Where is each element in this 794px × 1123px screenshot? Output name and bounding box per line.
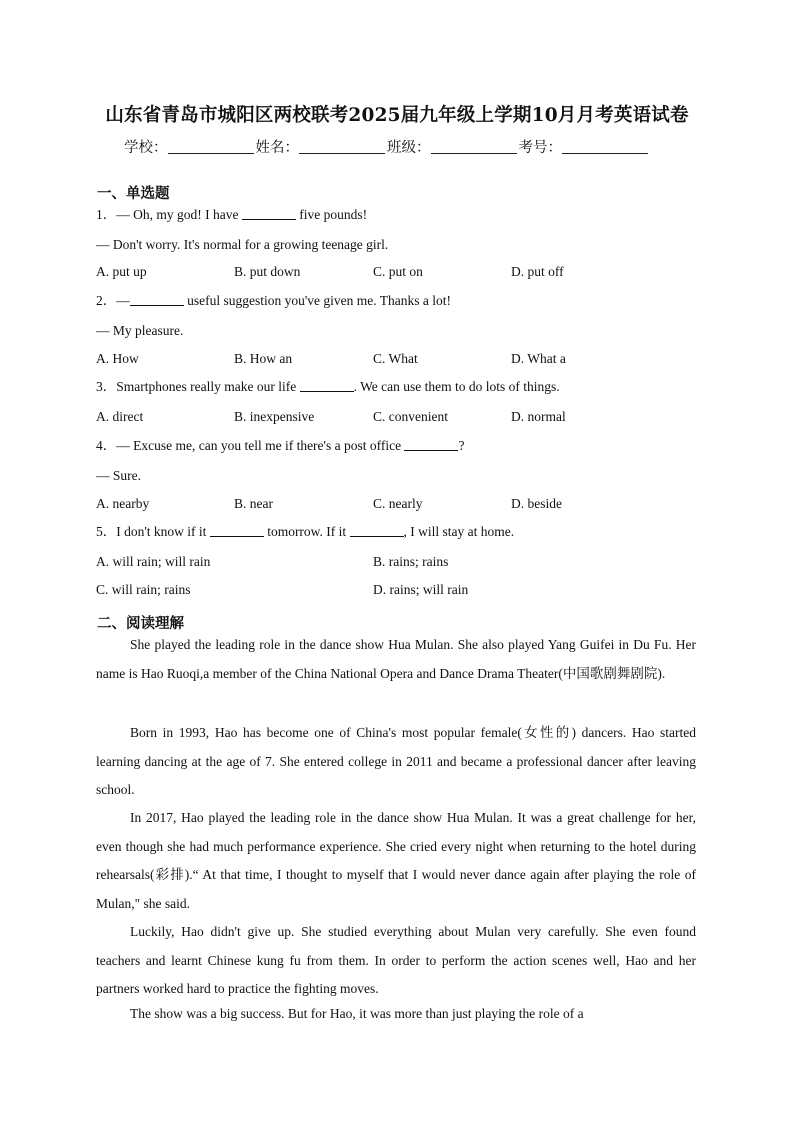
- q5-option-a[interactable]: A. will rain; will rain: [96, 554, 211, 569]
- page-title: 山东省青岛市城阳区两校联考2025届九年级上学期10月月考英语试卷: [105, 105, 689, 126]
- q4-line1: [96, 438, 464, 454]
- q5-text-a: 5．I don't know if it: [96, 524, 210, 539]
- class-label: 班级：: [387, 140, 431, 156]
- q2-option-d[interactable]: D. What a: [511, 351, 566, 366]
- q3-blank: [300, 379, 354, 392]
- q3-option-c[interactable]: C. convenient: [373, 409, 448, 424]
- q5-option-d[interactable]: D. rains; will rain: [373, 582, 469, 597]
- passage-paragraph-1: She played the leading role in the dance show Hua Mulan. She also played Yang Guifei in Du Fu. Her name is Hao Ruoqi,a member of the China National Opera and Dance Drama Theater(中国歌剧舞剧院).: [96, 637, 696, 681]
- q4-option-d[interactable]: D. beside: [511, 496, 562, 511]
- q3-option-a[interactable]: A. direct: [96, 409, 144, 424]
- q5-blank-1: [210, 524, 264, 537]
- q1-line2: — Don't worry. It's normal for a growing teenage girl.: [96, 237, 389, 252]
- q5-text-b: tomorrow. If it: [263, 524, 350, 539]
- q1-blank: [242, 207, 296, 220]
- q3-text-a: 3．Smartphones really make our life: [96, 379, 300, 394]
- q4-text-b: ?: [458, 438, 465, 453]
- student-info-line: [124, 136, 650, 157]
- q4-line2: — Sure.: [96, 468, 141, 483]
- q1-line1: [96, 207, 367, 223]
- q5-blank-2: [350, 524, 404, 537]
- q2-text-b: useful suggestion you've given me. Thanks a lot!: [183, 293, 452, 308]
- q4-option-a[interactable]: A. nearby: [96, 496, 150, 511]
- passage-paragraph-2: Born in 1993, Hao has become one of China's most popular female(女性的) dancers. Hao started learning dancing at the age of 7. She entered college in 2011 and became a professional dancer after leaving school.: [96, 725, 696, 797]
- q1-option-a[interactable]: A. put up: [96, 264, 147, 279]
- passage-paragraph-5: The show was a big success. But for Hao, it was more than just playing the role of a: [130, 1006, 584, 1021]
- q2-blank: [130, 293, 184, 306]
- q4-option-c[interactable]: C. nearly: [373, 496, 423, 511]
- name-blank[interactable]: [299, 139, 385, 154]
- q2-line2: — My pleasure.: [96, 323, 184, 338]
- q5-line1: [96, 524, 514, 540]
- q5-option-c[interactable]: C. will rain; rains: [96, 582, 191, 597]
- q2-line1: [96, 293, 451, 309]
- q1-option-b[interactable]: B. put down: [234, 264, 301, 279]
- q5-option-b[interactable]: B. rains; rains: [373, 554, 449, 569]
- school-label: 学校：: [124, 140, 168, 156]
- section-heading-single-choice: 一、单选题: [97, 186, 170, 202]
- q4-text-a: 4．— Excuse me, can you tell me if there's a post office: [96, 438, 405, 453]
- section-heading-reading: 二、阅读理解: [97, 616, 184, 632]
- class-blank[interactable]: [431, 139, 517, 154]
- q3-option-b[interactable]: B. inexpensive: [234, 409, 315, 424]
- q3-line1: [96, 379, 560, 395]
- q3-text-b: . We can use them to do lots of things.: [353, 379, 560, 394]
- school-blank[interactable]: [168, 139, 254, 154]
- q1-text-b: five pounds!: [295, 207, 368, 222]
- number-blank[interactable]: [562, 139, 648, 154]
- passage-paragraph-4: Luckily, Hao didn't give up. She studied everything about Mulan very carefully. She even found teachers and learnt Chinese kung fu from them. In order to perform the action scenes well, Hao and her partners worked hard to practice the fighting moves.: [96, 924, 696, 996]
- q4-blank: [404, 438, 458, 451]
- q3-option-d[interactable]: D. normal: [511, 409, 566, 424]
- q2-option-c[interactable]: C. What: [373, 351, 418, 366]
- q2-option-b[interactable]: B. How an: [234, 351, 293, 366]
- q1-text-a: 1．— Oh, my god! I have: [96, 207, 242, 222]
- q4-option-b[interactable]: B. near: [234, 496, 273, 511]
- name-label: 姓名：: [255, 140, 299, 156]
- passage-paragraph-3: In 2017, Hao played the leading role in the dance show Hua Mulan. It was a great challenge for her, even though she had much performance experience. She cried every night when returning to the hotel during rehearsals(彩排).“ At that time, I thought to myself that I would never dance again after playing the role of Mulan," she said.: [96, 810, 696, 911]
- q2-text-a: 2．—: [96, 293, 130, 308]
- q5-text-c: , I will stay at home.: [403, 524, 515, 539]
- q2-option-a[interactable]: A. How: [96, 351, 139, 366]
- number-label: 考号：: [518, 140, 562, 156]
- q1-option-d[interactable]: D. put off: [511, 264, 564, 279]
- q1-option-c[interactable]: C. put on: [373, 264, 423, 279]
